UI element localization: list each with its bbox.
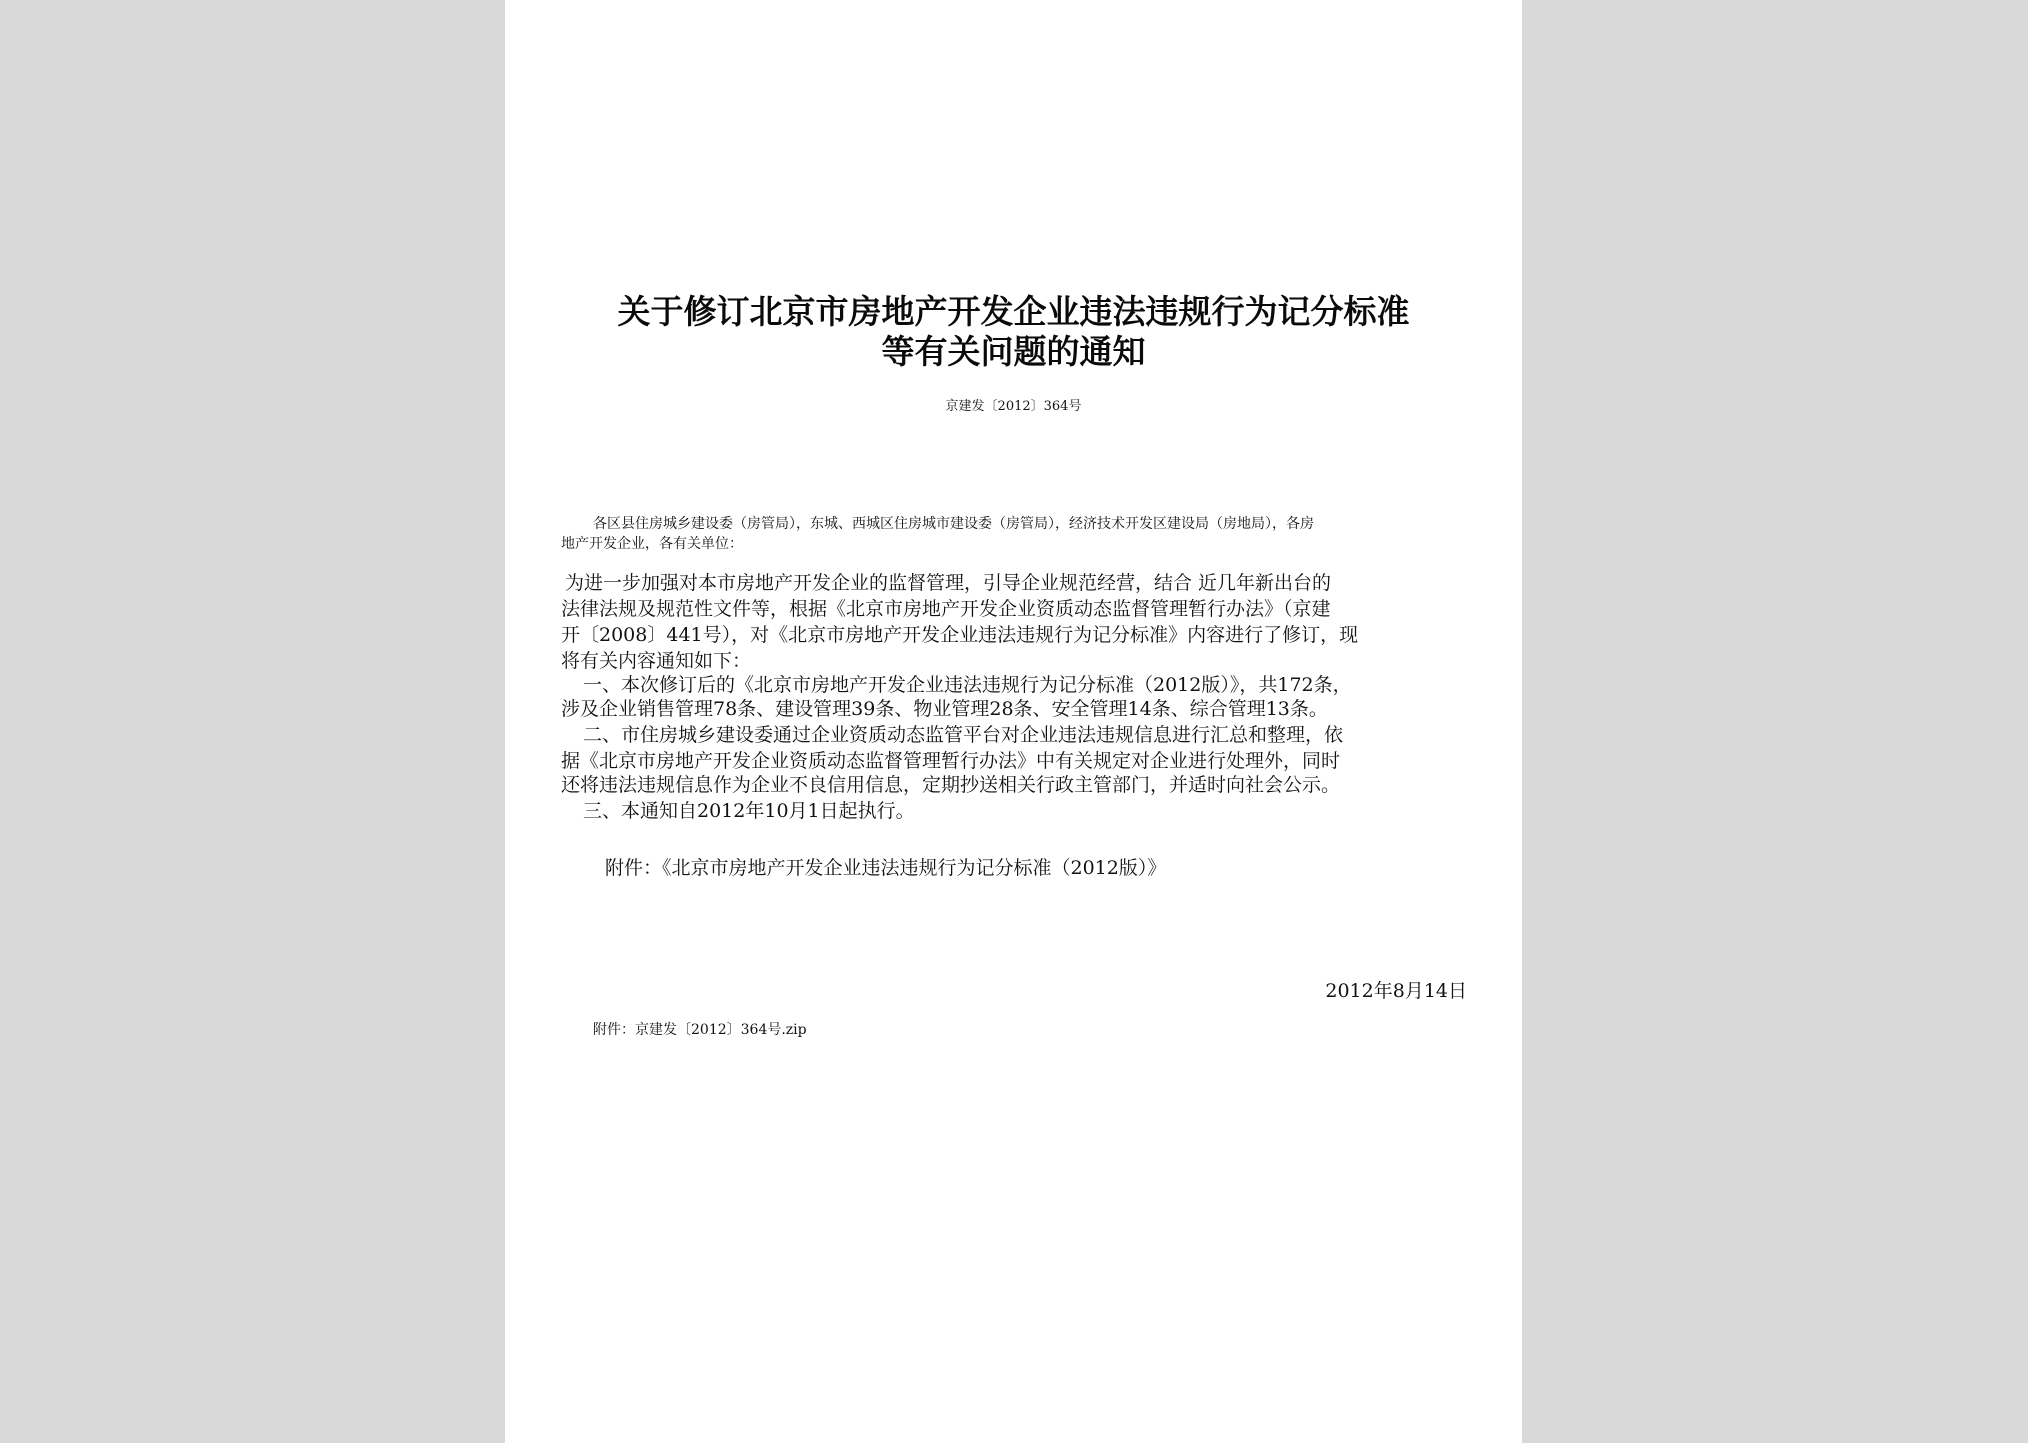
body-paragraph-line: 据《北京市房地产开发企业资质动态监督管理暂行办法》中有关规定对企业进行处理外，同时 bbox=[561, 750, 1341, 772]
body-paragraph-line: 法律法规及规范性文件等，根据《北京市房地产开发企业资质动态监督管理暂行办法》（京建 bbox=[561, 598, 1331, 620]
attachment-reference: 附件：《北京市房地产开发企业违法违规行为记分标准（2012版）》 bbox=[605, 857, 1167, 879]
body-paragraph-line: 开〔2008〕441号），对《北京市房地产开发企业违法违规行为记分标准》内容进行了修订，现 bbox=[561, 624, 1359, 646]
document-title-line-1: 关于修订北京市房地产开发企业违法违规行为记分标准 bbox=[617, 292, 1410, 331]
body-paragraph-line: 涉及企业销售管理78条、建设管理39条、物业管理28条、安全管理14条、综合管理13条。 bbox=[561, 698, 1328, 720]
attachment-file-link[interactable]: 附件：京建发〔2012〕364号.zip bbox=[593, 1022, 807, 1038]
recipients-line: 地产开发企业，各有关单位： bbox=[561, 536, 743, 552]
document-title-line-2: 等有关问题的通知 bbox=[881, 332, 1146, 371]
body-paragraph-line: 一、本次修订后的《北京市房地产开发企业违法违规行为记分标准（2012版）》，共172条， bbox=[583, 674, 1352, 696]
body-paragraph-line: 还将违法违规信息作为企业不良信用信息，定期抄送相关行政主管部门，并适时向社会公示。 bbox=[561, 774, 1341, 796]
body-paragraph-line: 三、本通知自2012年10月1日起执行。 bbox=[583, 800, 915, 822]
recipients-line: 各区县住房城乡建设委（房管局），东城、西城区住房城市建设委（房管局），经济技术开发区建设局（房地局），各房 bbox=[593, 516, 1314, 532]
issue-date: 2012年8月14日 bbox=[1325, 980, 1467, 1002]
body-paragraph-line: 二、市住房城乡建设委通过企业资质动态监管平台对企业违法违规信息进行汇总和整理，依 bbox=[583, 724, 1344, 746]
document-page bbox=[505, 0, 1522, 1443]
document-number: 京建发〔2012〕364号 bbox=[945, 399, 1082, 414]
body-paragraph-line: 为进一步加强对本市房地产开发企业的监督管理，引导企业规范经营，结合 近几年新出台的 bbox=[565, 572, 1332, 594]
body-paragraph-line: 将有关内容通知如下： bbox=[561, 650, 752, 672]
